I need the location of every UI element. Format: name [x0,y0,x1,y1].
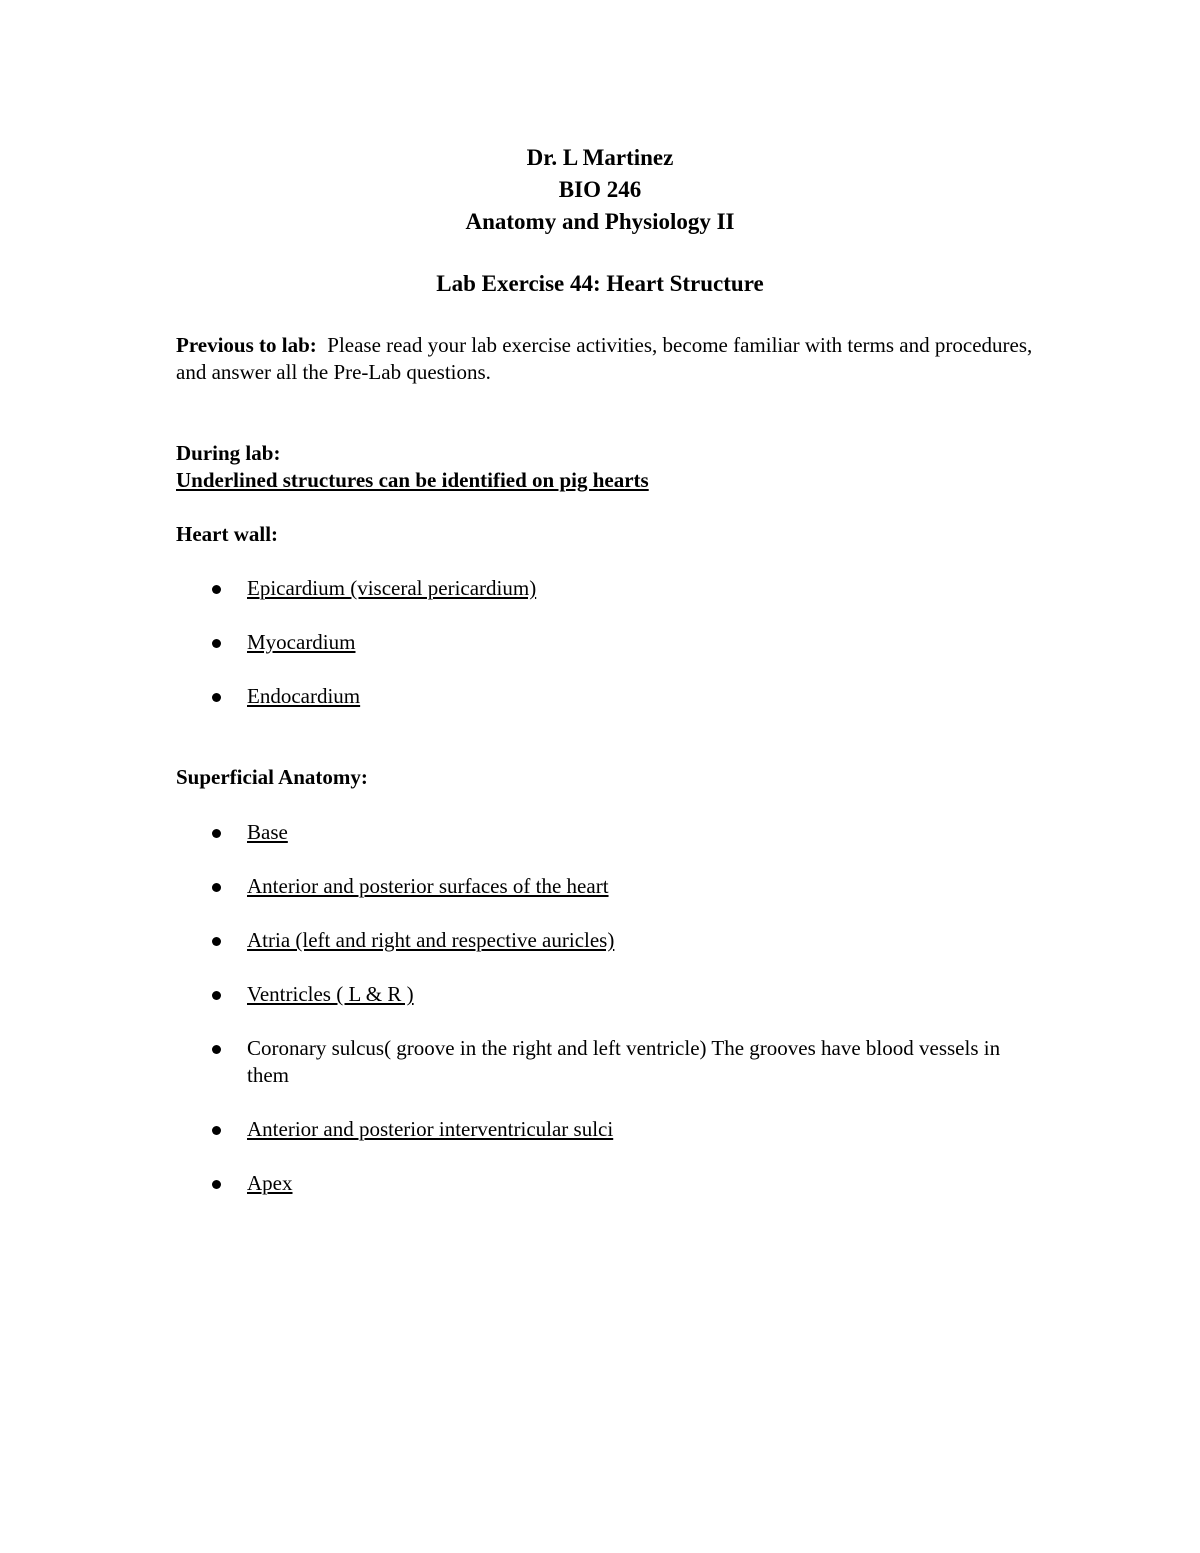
list-item-text: Myocardium [247,630,356,654]
list-item [176,873,1036,900]
list-item [176,927,1036,954]
bullet-icon [212,829,221,838]
heart-wall-list [176,575,1036,737]
list-item-text: Anterior and posterior interventricular sulci [247,1117,614,1141]
bullet-icon [212,1126,221,1135]
previous-to-lab-paragraph [176,332,1036,386]
list-item-text: Base [247,820,288,844]
list-item-text: Coronary sulcus( groove in the right and left ventricle) The grooves have blood vessels in them [247,1036,1001,1087]
list-item-text: Epicardium (visceral pericardium) [247,576,537,600]
course-name: Anatomy and Physiology II [465,209,735,234]
list-item-text: Anterior and posterior surfaces of the heart [247,874,609,898]
bullet-icon [212,585,221,594]
heart-wall-heading: Heart wall: [176,522,279,546]
list-item-text: Endocardium [247,684,361,708]
bullet-icon [212,693,221,702]
list-item-text: Apex [247,1171,293,1195]
list-item-text: Atria (left and right and respective auricles) [247,928,615,952]
bullet-icon [212,991,221,1000]
previous-to-lab-text: Please read your lab exercise activities, become familiar with terms and procedures, and answer all the Pre-Lab questions. [176,333,1033,384]
list-item [176,629,1036,656]
list-item [176,575,1036,602]
bullet-icon [212,1180,221,1189]
previous-to-lab-label: Previous to lab: [176,333,317,357]
document-header [0,142,1200,238]
superficial-anatomy-heading: Superficial Anatomy: [176,765,368,789]
superficial-anatomy-list [176,819,1036,1224]
list-item [176,683,1036,710]
bullet-icon [212,937,221,946]
list-item [176,819,1036,846]
bullet-icon [212,883,221,892]
list-item-text: Ventricles ( L & R ) [247,982,414,1006]
during-lab-label: During lab: [176,441,281,465]
course-code: BIO 246 [558,177,642,202]
list-item [176,1035,1036,1089]
list-item [176,981,1036,1008]
bullet-icon [212,1045,221,1054]
lab-title: Lab Exercise 44: Heart Structure [436,271,764,296]
bullet-icon [212,639,221,648]
list-item [176,1170,1036,1197]
list-item [176,1116,1036,1143]
instructor-name: Dr. L Martinez [526,145,674,170]
during-lab-note: Underlined structures can be identified on pig hearts [176,468,649,492]
